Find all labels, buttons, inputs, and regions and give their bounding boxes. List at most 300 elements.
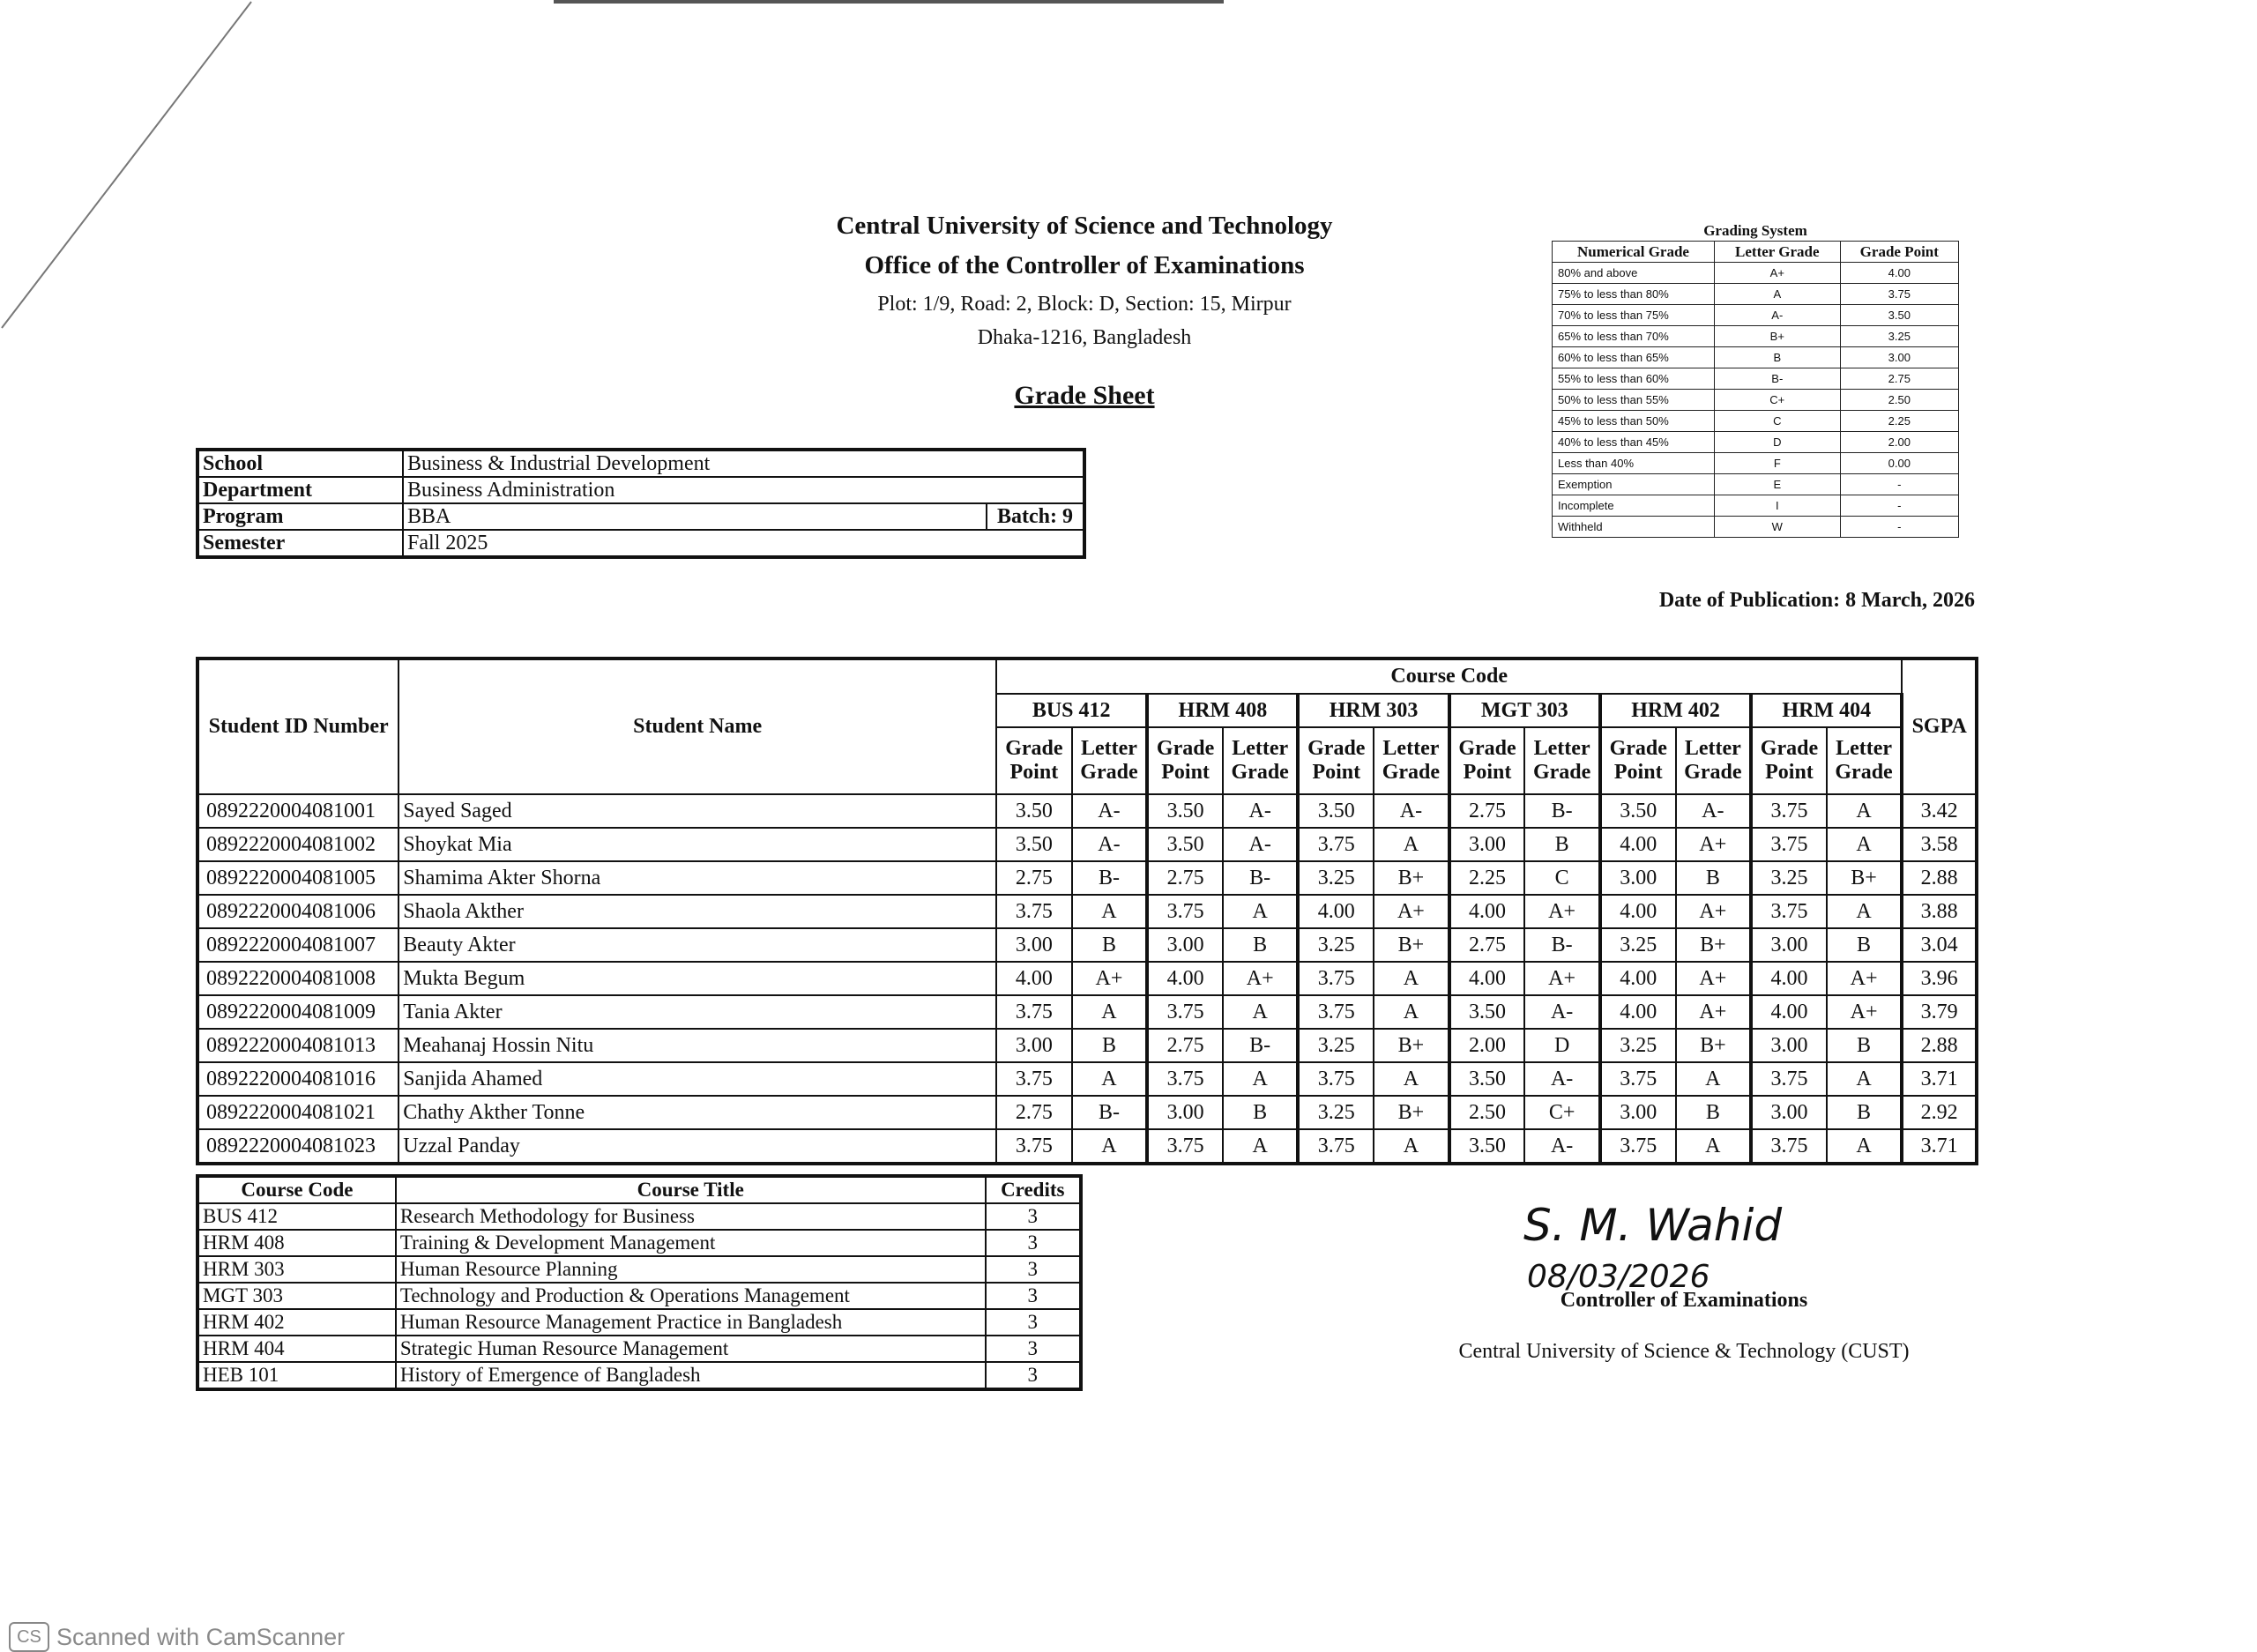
letter-grade-header-line: Letter xyxy=(1382,737,1440,760)
letter-grade-cell: B xyxy=(1676,861,1752,895)
grade-point-cell: 4.00 xyxy=(1751,962,1827,995)
grade-point-cell: 4.00 xyxy=(1600,828,1676,861)
grade-point-cell: 3.75 xyxy=(1298,995,1374,1029)
signature-date: 08/03/2026 xyxy=(1527,1259,1710,1295)
results-header-row xyxy=(197,659,1977,694)
letter-grade-cell: A- xyxy=(1524,1062,1600,1096)
grade-point-cell: 3.75 xyxy=(1751,895,1827,928)
grading-row xyxy=(1553,305,1959,326)
grade-point-cell: 3.50 xyxy=(1449,995,1525,1029)
letter-grade: B xyxy=(1714,347,1840,368)
letter-grade-cell: A xyxy=(1223,895,1299,928)
numerical-grade: 50% to less than 55% xyxy=(1553,390,1715,411)
grade-point-cell: 3.75 xyxy=(1298,962,1374,995)
course-list-row xyxy=(197,1309,1081,1336)
grading-row xyxy=(1553,517,1959,538)
grading-row xyxy=(1553,390,1959,411)
info-value: Business & Industrial Development xyxy=(403,450,1084,477)
letter-grade: A- xyxy=(1714,305,1840,326)
table-row xyxy=(197,1096,1977,1129)
student-name: Mukta Begum xyxy=(399,962,996,995)
course-header: HRM 303 xyxy=(1298,694,1449,727)
letter-grade-cell: A- xyxy=(1072,828,1148,861)
grade-point-header-line: Grade xyxy=(1458,737,1516,760)
grading-header: Numerical Grade xyxy=(1553,242,1715,263)
course-code-header: Course Code xyxy=(996,659,1902,694)
sgpa-cell: 3.88 xyxy=(1902,895,1977,928)
info-value: Fall 2025 xyxy=(403,530,1084,557)
grade-point: 0.00 xyxy=(1840,453,1958,474)
letter-grade-cell: A+ xyxy=(1374,895,1449,928)
letter-grade: A+ xyxy=(1714,263,1840,284)
sgpa-cell: 2.88 xyxy=(1902,861,1977,895)
info-label: Semester xyxy=(197,530,403,557)
student-name: Uzzal Panday xyxy=(399,1129,996,1164)
info-label: Program xyxy=(197,503,403,530)
letter-grade-cell: A xyxy=(1374,995,1449,1029)
letter-grade-cell: A- xyxy=(1524,1129,1600,1164)
letter-grade-cell: B+ xyxy=(1676,1029,1752,1062)
letter-grade-cell: A+ xyxy=(1223,962,1299,995)
table-row xyxy=(197,1129,1977,1164)
letter-grade-cell: A xyxy=(1827,794,1903,828)
letter-grade-cell: B+ xyxy=(1374,861,1449,895)
grade-point-cell: 3.75 xyxy=(1600,1062,1676,1096)
letter-grade: C+ xyxy=(1714,390,1840,411)
grade-point-cell: 3.00 xyxy=(996,1029,1072,1062)
student-info-table xyxy=(196,448,1086,559)
course-title: Strategic Human Resource Management xyxy=(396,1336,986,1362)
letter-grade-cell: A xyxy=(1827,1129,1903,1164)
grade-point-header xyxy=(1600,727,1676,794)
letter-grade-cell: A+ xyxy=(1676,995,1752,1029)
grading-row xyxy=(1553,495,1959,517)
course-title: Training & Development Management xyxy=(396,1230,986,1256)
table-row xyxy=(197,1062,1977,1096)
camscanner-watermark: Scanned with CamScanner xyxy=(56,1624,346,1650)
numerical-grade: 80% and above xyxy=(1553,263,1715,284)
grade-point-cell: 3.75 xyxy=(1298,1129,1374,1164)
grade-point-cell: 3.75 xyxy=(1298,828,1374,861)
course-credits: 3 xyxy=(986,1336,1081,1362)
letter-grade-header-line: Letter xyxy=(1684,737,1741,760)
grade-point-cell: 4.00 xyxy=(1600,962,1676,995)
institution-name: Central University of Science & Technology (CUST) xyxy=(1458,1340,1910,1363)
info-row-school xyxy=(197,450,1084,477)
course-header: HRM 404 xyxy=(1751,694,1902,727)
course-code: BUS 412 xyxy=(197,1203,396,1230)
grade-point-cell: 3.75 xyxy=(996,995,1072,1029)
course-list-row xyxy=(197,1283,1081,1309)
letter-grade-cell: A- xyxy=(1072,794,1148,828)
letter-grade-cell: B xyxy=(1072,928,1148,962)
grading-system-caption: Grading System xyxy=(1703,222,1807,239)
grade-point-cell: 3.25 xyxy=(1298,1096,1374,1129)
sgpa-cell: 3.58 xyxy=(1902,828,1977,861)
letter-grade-cell: A- xyxy=(1524,995,1600,1029)
letter-grade: B+ xyxy=(1714,326,1840,347)
letter-grade-cell: A xyxy=(1676,1062,1752,1096)
camscanner-logo-icon: CS xyxy=(9,1622,49,1652)
grade-point-cell: 3.25 xyxy=(1298,928,1374,962)
grade-point-header-line: Grade xyxy=(1307,737,1366,760)
grade-point-cell: 3.50 xyxy=(1147,828,1223,861)
student-id: 0892220004081023 xyxy=(197,1129,399,1164)
grade-point: - xyxy=(1840,495,1958,517)
grade-point-cell: 3.75 xyxy=(1751,828,1827,861)
course-list-row xyxy=(197,1362,1081,1389)
letter-grade: D xyxy=(1714,432,1840,453)
letter-grade-cell: B+ xyxy=(1676,928,1752,962)
info-label: School xyxy=(197,450,403,477)
grade-point-header-line: Point xyxy=(1613,761,1663,784)
letter-grade-cell: B xyxy=(1223,1096,1299,1129)
table-row xyxy=(197,1029,1977,1062)
grade-point-cell: 4.00 xyxy=(1298,895,1374,928)
letter-grade-cell: B xyxy=(1827,928,1903,962)
grade-point-cell: 3.25 xyxy=(1298,1029,1374,1062)
letter-grade: F xyxy=(1714,453,1840,474)
grade-point-cell: 3.25 xyxy=(1298,861,1374,895)
grade-point-cell: 2.25 xyxy=(1449,861,1525,895)
numerical-grade: Withheld xyxy=(1553,517,1715,538)
letter-grade-cell: A- xyxy=(1223,794,1299,828)
course-credits: 3 xyxy=(986,1362,1081,1389)
table-row xyxy=(197,995,1977,1029)
table-row xyxy=(197,895,1977,928)
letter-grade-header-line: Letter xyxy=(1836,737,1893,760)
grade-point-cell: 3.75 xyxy=(996,1129,1072,1164)
sgpa-cell: 3.71 xyxy=(1902,1062,1977,1096)
grade-point-cell: 4.00 xyxy=(1751,995,1827,1029)
sgpa-cell: 3.96 xyxy=(1902,962,1977,995)
info-row-semester xyxy=(197,530,1084,557)
letter-grade-cell: B- xyxy=(1072,861,1148,895)
grade-point-cell: 3.75 xyxy=(1600,1129,1676,1164)
course-title: Human Resource Management Practice in Bangladesh xyxy=(396,1309,986,1336)
letter-grade: C xyxy=(1714,411,1840,432)
grade-point-cell: 3.00 xyxy=(1751,1096,1827,1129)
grade-point-header-line: Grade xyxy=(1609,737,1667,760)
grade-point-cell: 3.75 xyxy=(1147,995,1223,1029)
letter-grade-cell: A xyxy=(1827,895,1903,928)
letter-grade-cell: B- xyxy=(1072,1096,1148,1129)
sgpa-cell: 2.88 xyxy=(1902,1029,1977,1062)
batch-value: Batch: 9 xyxy=(987,503,1084,530)
controller-signature xyxy=(1508,1194,1860,1300)
grade-point-cell: 4.00 xyxy=(996,962,1072,995)
grading-row xyxy=(1553,368,1959,390)
grade-point-cell: 3.00 xyxy=(1147,928,1223,962)
letter-grade-header xyxy=(1374,727,1449,794)
grade-point: - xyxy=(1840,517,1958,538)
student-name: Beauty Akter xyxy=(399,928,996,962)
student-id: 0892220004081016 xyxy=(197,1062,399,1096)
grading-row xyxy=(1553,474,1959,495)
grade-point-cell: 3.00 xyxy=(1600,861,1676,895)
course-list-header: Course Code xyxy=(197,1176,396,1203)
letter-grade-cell: A xyxy=(1072,1129,1148,1164)
letter-grade-cell: B xyxy=(1072,1029,1148,1062)
course-header: HRM 408 xyxy=(1147,694,1298,727)
grade-point-cell: 3.75 xyxy=(1147,1129,1223,1164)
course-header: MGT 303 xyxy=(1449,694,1600,727)
letter-grade-header xyxy=(1524,727,1600,794)
course-list-row xyxy=(197,1203,1081,1230)
grade-point-cell: 3.75 xyxy=(996,1062,1072,1096)
letter-grade-cell: A+ xyxy=(1827,962,1903,995)
results-table xyxy=(196,657,1978,1165)
course-code: HRM 404 xyxy=(197,1336,396,1362)
grade-point: 2.25 xyxy=(1840,411,1958,432)
grade-point: 3.50 xyxy=(1840,305,1958,326)
letter-grade-cell: A xyxy=(1827,828,1903,861)
grade-point-cell: 3.50 xyxy=(1147,794,1223,828)
grade-point-cell: 4.00 xyxy=(1449,962,1525,995)
course-list-row xyxy=(197,1256,1081,1283)
letter-grade-cell: A+ xyxy=(1676,895,1752,928)
grade-point: 2.75 xyxy=(1840,368,1958,390)
letter-grade-cell: A- xyxy=(1676,794,1752,828)
grade-point-header xyxy=(1147,727,1223,794)
course-title: History of Emergence of Bangladesh xyxy=(396,1362,986,1389)
letter-grade-header-line: Letter xyxy=(1080,737,1137,760)
student-name: Sayed Saged xyxy=(399,794,996,828)
grade-point-header xyxy=(996,727,1072,794)
grade-point-cell: 2.00 xyxy=(1449,1029,1525,1062)
letter-grade: E xyxy=(1714,474,1840,495)
grade-point-cell: 4.00 xyxy=(1600,995,1676,1029)
grading-row xyxy=(1553,263,1959,284)
student-id: 0892220004081002 xyxy=(197,828,399,861)
sgpa-cell: 3.79 xyxy=(1902,995,1977,1029)
grading-header-row xyxy=(1553,242,1959,263)
numerical-grade: Exemption xyxy=(1553,474,1715,495)
grade-point-cell: 4.00 xyxy=(1600,895,1676,928)
grading-row xyxy=(1553,453,1959,474)
numerical-grade: 45% to less than 50% xyxy=(1553,411,1715,432)
grade-point-header-line: Grade xyxy=(1156,737,1215,760)
letter-grade-header xyxy=(1072,727,1148,794)
letter-grade-cell: A+ xyxy=(1072,962,1148,995)
grade-point-cell: 3.25 xyxy=(1751,861,1827,895)
letter-grade-cell: A+ xyxy=(1676,828,1752,861)
student-id: 0892220004081001 xyxy=(197,794,399,828)
letter-grade-cell: B+ xyxy=(1374,928,1449,962)
course-credits: 3 xyxy=(986,1283,1081,1309)
letter-grade-header xyxy=(1827,727,1903,794)
table-row xyxy=(197,962,1977,995)
letter-grade-header-line: Grade xyxy=(1382,761,1441,784)
grade-point-header xyxy=(1751,727,1827,794)
numerical-grade: 55% to less than 60% xyxy=(1553,368,1715,390)
university-name: Central University of Science and Technology xyxy=(836,212,1333,240)
grade-point-cell: 3.50 xyxy=(1449,1062,1525,1096)
letter-grade-header-line: Grade xyxy=(1080,761,1138,784)
letter-grade-cell: A+ xyxy=(1524,962,1600,995)
grade-point-cell: 2.75 xyxy=(996,1096,1072,1129)
grade-point-header-line: Point xyxy=(1312,761,1361,784)
letter-grade-cell: B+ xyxy=(1374,1096,1449,1129)
sgpa-cell: 3.71 xyxy=(1902,1129,1977,1164)
grading-row xyxy=(1553,432,1959,453)
grade-point-cell: 2.75 xyxy=(996,861,1072,895)
course-code: HRM 402 xyxy=(197,1309,396,1336)
letter-grade-cell: A xyxy=(1223,1129,1299,1164)
grade-point: 3.25 xyxy=(1840,326,1958,347)
letter-grade-cell: B- xyxy=(1223,1029,1299,1062)
grade-point-cell: 2.75 xyxy=(1449,794,1525,828)
student-name: Chathy Akther Tonne xyxy=(399,1096,996,1129)
student-name-header: Student Name xyxy=(399,659,996,794)
course-list-header: Course Title xyxy=(396,1176,986,1203)
course-code: HRM 303 xyxy=(197,1256,396,1283)
letter-grade-cell: C xyxy=(1524,861,1600,895)
numerical-grade: 75% to less than 80% xyxy=(1553,284,1715,305)
grading-row xyxy=(1553,326,1959,347)
letter-grade-cell: B+ xyxy=(1374,1029,1449,1062)
student-name: Tania Akter xyxy=(399,995,996,1029)
letter-grade-cell: A xyxy=(1223,995,1299,1029)
grade-point-cell: 3.75 xyxy=(1298,1062,1374,1096)
grade-point-cell: 3.25 xyxy=(1600,1029,1676,1062)
letter-grade-cell: A xyxy=(1374,962,1449,995)
grade-point: 3.75 xyxy=(1840,284,1958,305)
letter-grade-header-line: Grade xyxy=(1684,761,1742,784)
student-name: Meahanaj Hossin Nitu xyxy=(399,1029,996,1062)
info-value: BBA xyxy=(403,503,987,530)
numerical-grade: Incomplete xyxy=(1553,495,1715,517)
course-list-header-row xyxy=(197,1176,1081,1203)
signature-name: S. M. Wahid xyxy=(1523,1200,1783,1251)
letter-grade-cell: A xyxy=(1676,1129,1752,1164)
grade-point-cell: 3.00 xyxy=(1449,828,1525,861)
course-code: HRM 408 xyxy=(197,1230,396,1256)
letter-grade-cell: B xyxy=(1827,1096,1903,1129)
info-label: Department xyxy=(197,477,403,503)
letter-grade-cell: A+ xyxy=(1827,995,1903,1029)
grade-point-cell: 3.50 xyxy=(1298,794,1374,828)
info-value: Business Administration xyxy=(403,477,1084,503)
grade-point-header xyxy=(1449,727,1525,794)
student-id: 0892220004081013 xyxy=(197,1029,399,1062)
course-title: Research Methodology for Business xyxy=(396,1203,986,1230)
letter-grade-cell: A xyxy=(1827,1062,1903,1096)
numerical-grade: Less than 40% xyxy=(1553,453,1715,474)
course-credits: 3 xyxy=(986,1230,1081,1256)
letter-grade-cell: B xyxy=(1827,1029,1903,1062)
grade-point: - xyxy=(1840,474,1958,495)
course-credits: 3 xyxy=(986,1203,1081,1230)
grade-point: 3.00 xyxy=(1840,347,1958,368)
student-name: Sanjida Ahamed xyxy=(399,1062,996,1096)
grading-header: Grade Point xyxy=(1840,242,1958,263)
publication-date: Date of Publication: 8 March, 2026 xyxy=(1658,589,1975,612)
letter-grade-cell: A+ xyxy=(1524,895,1600,928)
letter-grade-cell: A xyxy=(1072,1062,1148,1096)
table-row xyxy=(197,928,1977,962)
grade-point-cell: 3.00 xyxy=(1751,1029,1827,1062)
letter-grade: B- xyxy=(1714,368,1840,390)
letter-grade-cell: A xyxy=(1072,995,1148,1029)
letter-grade-cell: D xyxy=(1524,1029,1600,1062)
letter-grade-cell: B xyxy=(1676,1096,1752,1129)
grading-row xyxy=(1553,347,1959,368)
grade-point-cell: 3.00 xyxy=(1600,1096,1676,1129)
student-name: Shaola Akther xyxy=(399,895,996,928)
letter-grade-header-line: Grade xyxy=(1532,761,1591,784)
grade-point-cell: 2.75 xyxy=(1147,861,1223,895)
address-line-2: Dhaka-1216, Bangladesh xyxy=(977,326,1192,349)
student-name: Shoykat Mia xyxy=(399,828,996,861)
numerical-grade: 40% to less than 45% xyxy=(1553,432,1715,453)
course-title: Technology and Production & Operations Management xyxy=(396,1283,986,1309)
grade-point-cell: 3.50 xyxy=(1449,1129,1525,1164)
grade-point-cell: 3.25 xyxy=(1600,928,1676,962)
grading-row xyxy=(1553,411,1959,432)
letter-grade-header-line: Letter xyxy=(1533,737,1590,760)
student-id: 0892220004081005 xyxy=(197,861,399,895)
student-id-header: Student ID Number xyxy=(197,659,399,794)
grade-point-cell: 2.50 xyxy=(1449,1096,1525,1129)
grade-point: 2.50 xyxy=(1840,390,1958,411)
letter-grade-cell: A xyxy=(1072,895,1148,928)
sgpa-cell: 3.42 xyxy=(1902,794,1977,828)
sgpa-cell: 3.04 xyxy=(1902,928,1977,962)
letter-grade-header xyxy=(1676,727,1752,794)
info-row-department xyxy=(197,477,1084,503)
grade-point-header-line: Point xyxy=(1765,761,1814,784)
course-list-row xyxy=(197,1230,1081,1256)
table-row xyxy=(197,794,1977,828)
grade-point-header-line: Point xyxy=(1009,761,1059,784)
grade-point-header-line: Point xyxy=(1161,761,1210,784)
letter-grade-cell: A xyxy=(1374,828,1449,861)
letter-grade-cell: B- xyxy=(1223,861,1299,895)
numerical-grade: 65% to less than 70% xyxy=(1553,326,1715,347)
course-list-header: Credits xyxy=(986,1176,1081,1203)
grade-point-cell: 3.00 xyxy=(996,928,1072,962)
course-code: MGT 303 xyxy=(197,1283,396,1309)
grade-point-header-line: Point xyxy=(1463,761,1512,784)
letter-grade-header xyxy=(1223,727,1299,794)
sgpa-cell: 2.92 xyxy=(1902,1096,1977,1129)
student-id: 0892220004081021 xyxy=(197,1096,399,1129)
grade-point-cell: 3.75 xyxy=(1147,895,1223,928)
letter-grade-cell: B xyxy=(1524,828,1600,861)
grade-point-header-line: Grade xyxy=(1005,737,1063,760)
letter-grade-cell: A- xyxy=(1374,794,1449,828)
grade-point-cell: 4.00 xyxy=(1449,895,1525,928)
course-list-row xyxy=(197,1336,1081,1362)
letter-grade: W xyxy=(1714,517,1840,538)
student-id: 0892220004081009 xyxy=(197,995,399,1029)
grade-point-cell: 4.00 xyxy=(1147,962,1223,995)
grading-header: Letter Grade xyxy=(1714,242,1840,263)
course-list-table xyxy=(196,1174,1083,1391)
student-id: 0892220004081007 xyxy=(197,928,399,962)
grade-point-cell: 3.75 xyxy=(1751,1062,1827,1096)
office-name: Office of the Controller of Examinations xyxy=(864,251,1305,279)
letter-grade-cell: B+ xyxy=(1827,861,1903,895)
letter-grade-cell: B- xyxy=(1524,928,1600,962)
grade-point-header-line: Grade xyxy=(1760,737,1819,760)
numerical-grade: 60% to less than 65% xyxy=(1553,347,1715,368)
student-id: 0892220004081006 xyxy=(197,895,399,928)
grading-row xyxy=(1553,284,1959,305)
grade-point-cell: 3.50 xyxy=(996,794,1072,828)
course-credits: 3 xyxy=(986,1309,1081,1336)
